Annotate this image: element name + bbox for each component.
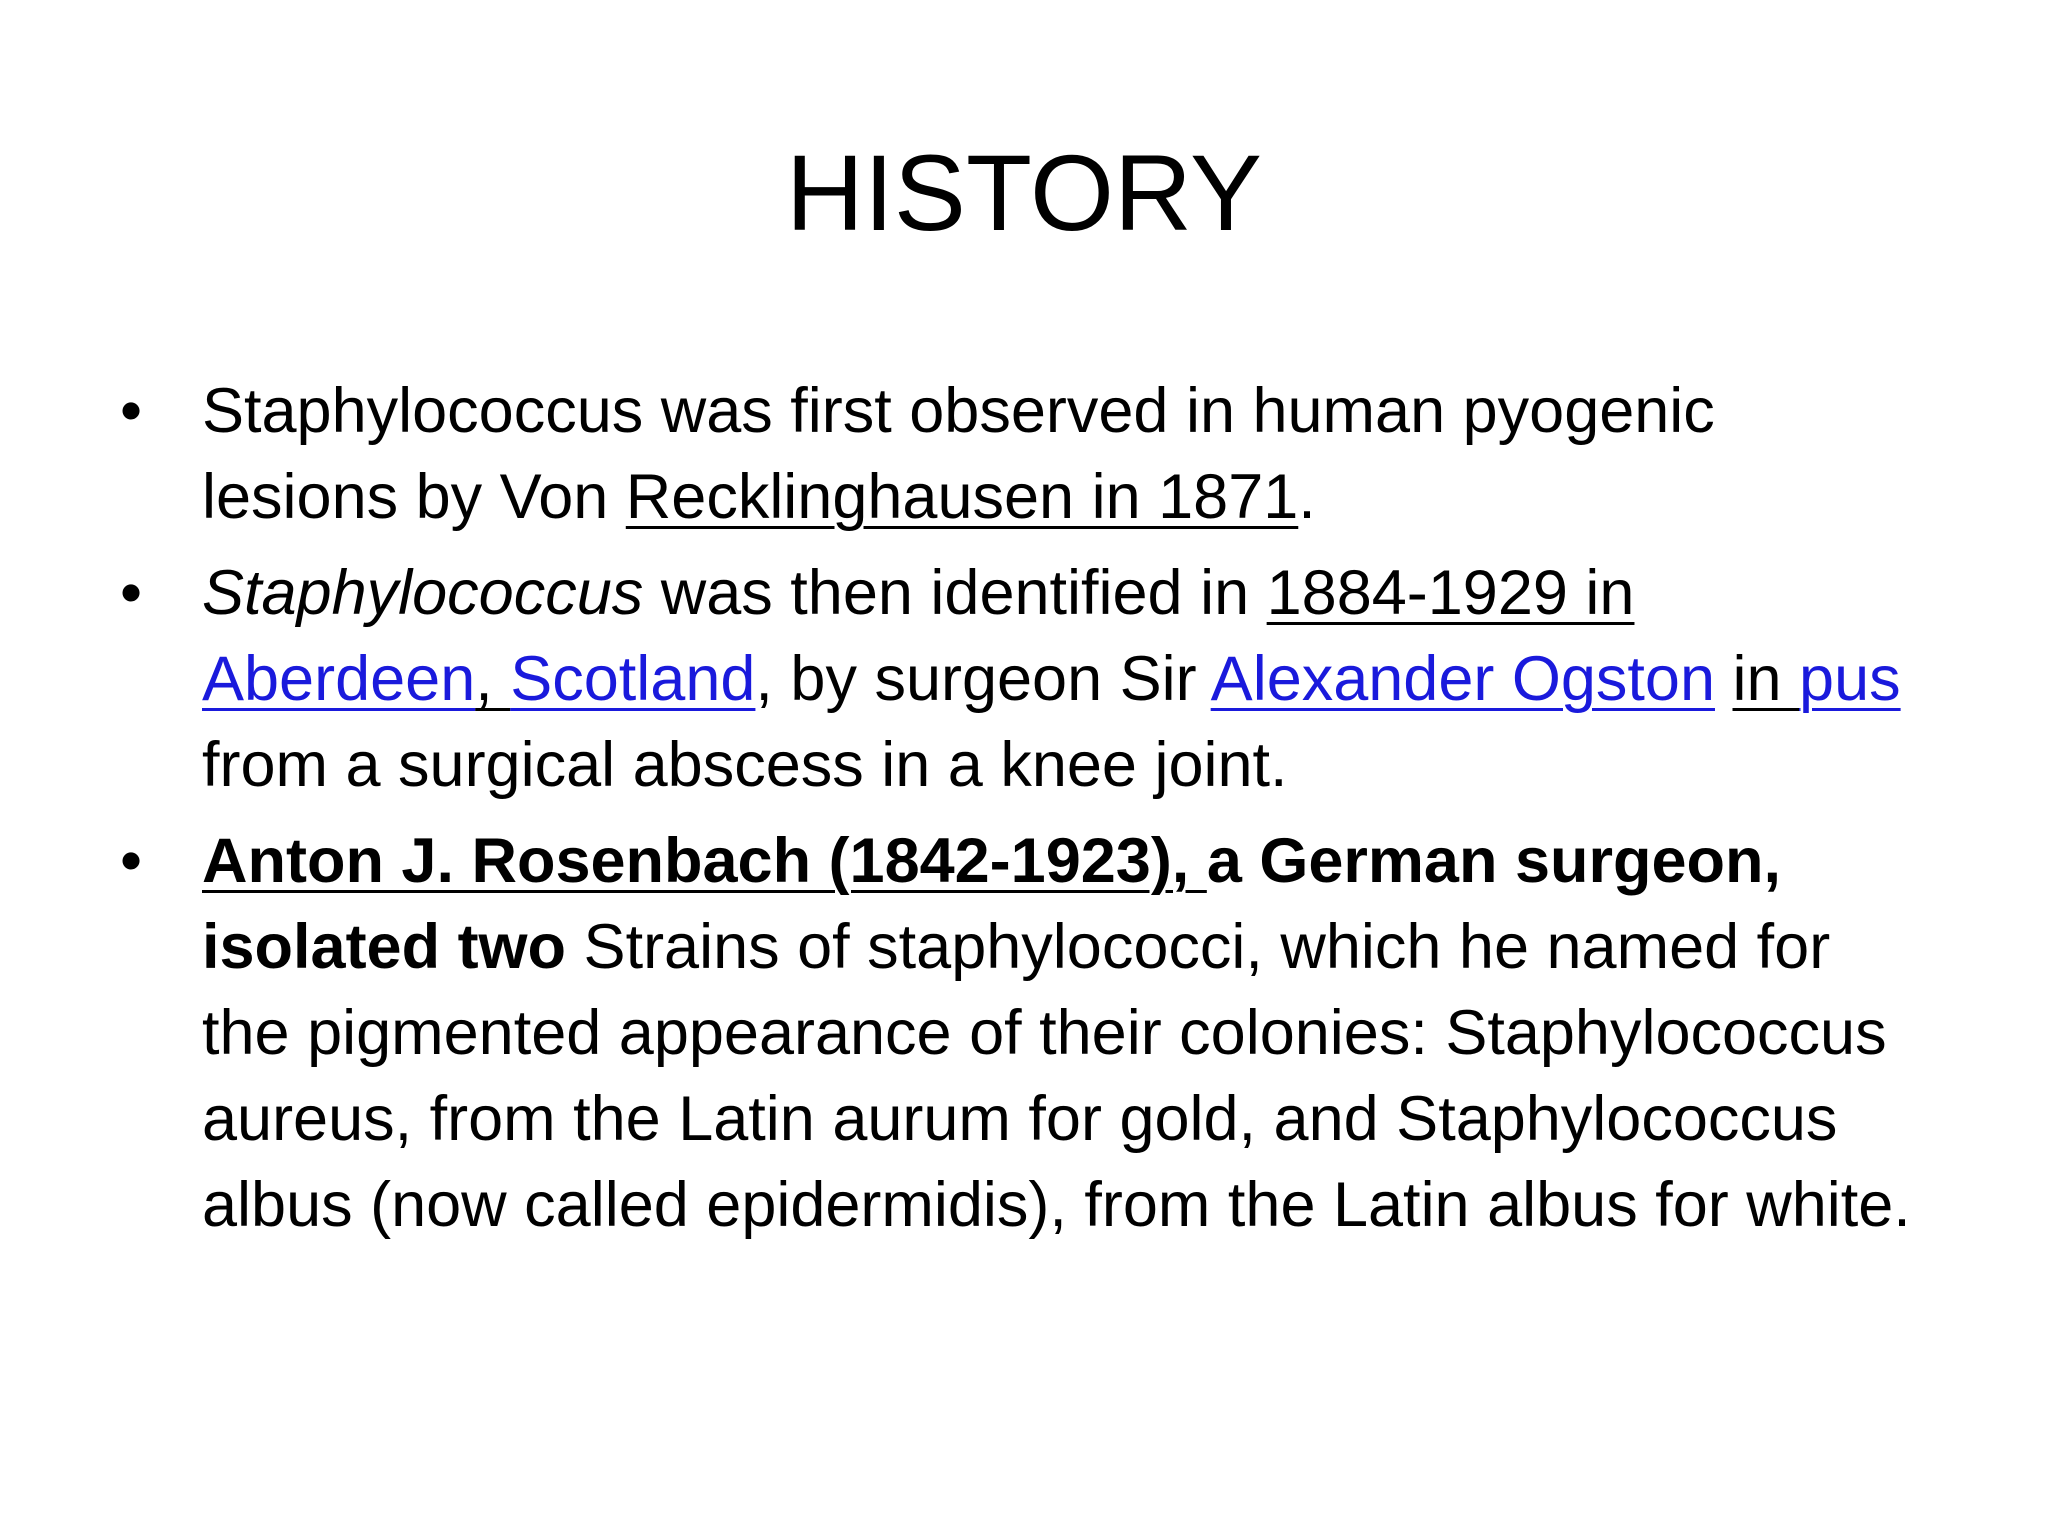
bullet-icon: • bbox=[120, 826, 143, 896]
bullet-item-3 bbox=[120, 818, 1920, 1248]
bullet-3-text: Strains of staphylococci, which he named for the pigmented appearance of their colonies: Staphylococcus aureus, from the Latin aurum for gold, and Staphylococcus albus (now called epidermidis), from the Latin albus for white. bbox=[202, 912, 1911, 1240]
bullet-item-1 bbox=[120, 368, 1920, 540]
bullet-2-years: 1884-1929 in bbox=[1266, 558, 1635, 628]
link-scotland[interactable]: Scotland bbox=[510, 644, 756, 714]
bullet-1-underlined: Recklinghausen in 1871 bbox=[625, 462, 1299, 532]
bullet-list bbox=[120, 368, 1920, 1258]
bullet-2-text-b: , by surgeon Sir bbox=[755, 644, 1211, 714]
link-pus[interactable]: pus bbox=[1799, 644, 1901, 714]
bullet-2-text-c: from a surgical abscess in a knee joint. bbox=[202, 730, 1288, 800]
bullet-2-space-2 bbox=[1715, 644, 1733, 714]
bullet-3-bold: a German surgeon, isolated two bbox=[202, 826, 1781, 982]
bullet-1-end: . bbox=[1298, 462, 1316, 532]
link-alexander-ogston[interactable]: Alexander Ogston bbox=[1210, 644, 1715, 714]
link-aberdeen[interactable]: Aberdeen bbox=[202, 644, 476, 714]
bullet-3-name: Anton J. Rosenbach (1842-1923), bbox=[202, 826, 1207, 896]
bullet-2-in: in bbox=[1732, 644, 1800, 714]
bullet-2-genus: Staphylococcus bbox=[202, 558, 644, 628]
bullet-icon: • bbox=[120, 558, 143, 628]
bullet-item-2 bbox=[120, 550, 1920, 808]
slide-title: HISTORY bbox=[785, 132, 1263, 253]
bullet-icon: • bbox=[120, 376, 143, 446]
bullet-2-comma: , bbox=[475, 644, 511, 714]
bullet-1-text: Staphylococcus was first observed in human pyogenic lesions by Von bbox=[202, 376, 1715, 532]
bullet-2-text-a: was then identified in bbox=[643, 558, 1267, 628]
